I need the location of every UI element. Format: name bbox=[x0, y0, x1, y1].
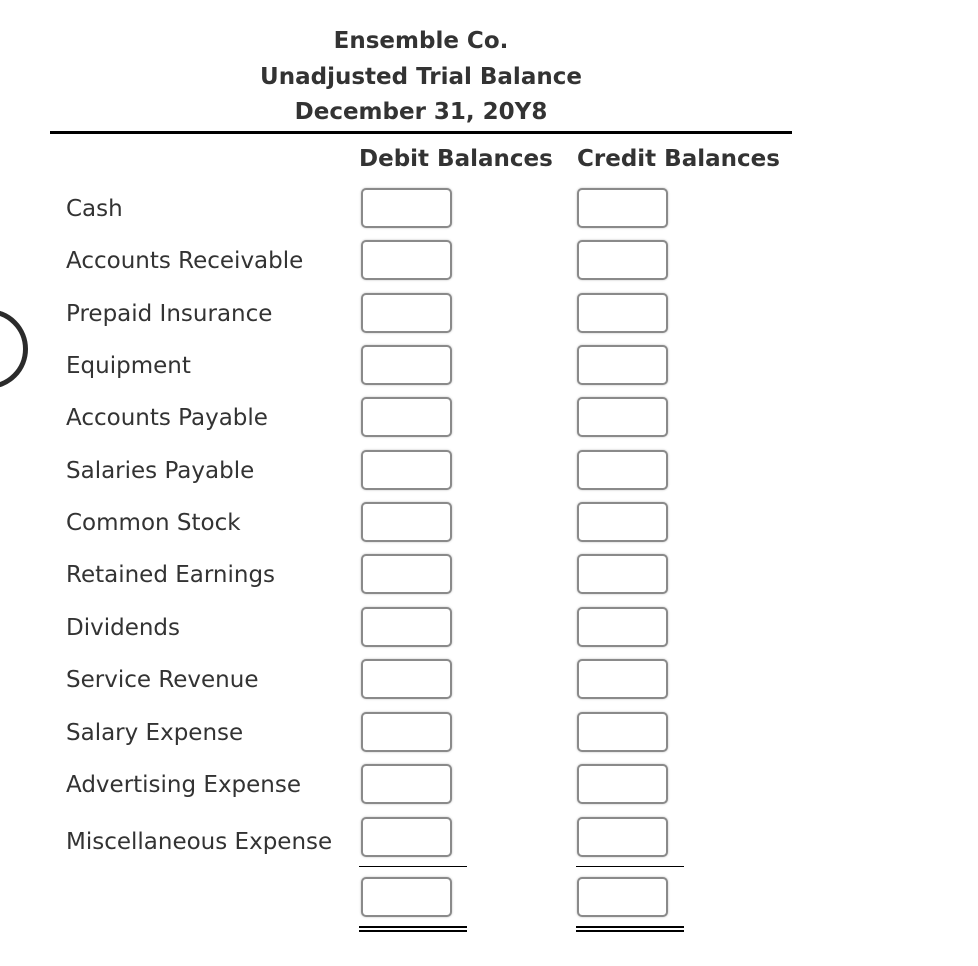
credit-input[interactable] bbox=[577, 659, 668, 699]
account-row bbox=[0, 240, 978, 284]
header-rule bbox=[50, 131, 792, 134]
account-row bbox=[0, 712, 978, 756]
account-row bbox=[0, 659, 978, 703]
credit-input[interactable] bbox=[577, 607, 668, 647]
account-label: Salaries Payable bbox=[66, 458, 255, 484]
account-row bbox=[0, 817, 978, 861]
account-label: Accounts Payable bbox=[66, 405, 268, 431]
credit-input[interactable] bbox=[577, 817, 668, 857]
account-label: Equipment bbox=[66, 353, 191, 379]
debit-input[interactable] bbox=[361, 607, 452, 647]
account-label: Cash bbox=[66, 196, 123, 222]
account-row bbox=[0, 397, 978, 441]
account-label: Common Stock bbox=[66, 510, 241, 536]
credit-input[interactable] bbox=[577, 293, 668, 333]
debit-input[interactable] bbox=[361, 817, 452, 857]
total-debit-input[interactable] bbox=[361, 877, 452, 917]
credit-input[interactable] bbox=[577, 397, 668, 437]
account-row bbox=[0, 293, 978, 337]
account-row bbox=[0, 345, 978, 389]
credit-input[interactable] bbox=[577, 764, 668, 804]
credit-subtotal-rule bbox=[576, 866, 684, 867]
account-label: Miscellaneous Expense bbox=[66, 829, 333, 855]
total-credit-input[interactable] bbox=[577, 877, 668, 917]
credit-input[interactable] bbox=[577, 188, 668, 228]
totals-row bbox=[0, 877, 978, 921]
debit-input[interactable] bbox=[361, 188, 452, 228]
debit-total-double-rule bbox=[359, 926, 467, 932]
account-label: Advertising Expense bbox=[66, 772, 302, 798]
credit-input[interactable] bbox=[577, 712, 668, 752]
account-label: Prepaid Insurance bbox=[66, 301, 273, 327]
debit-input[interactable] bbox=[361, 502, 452, 542]
debit-subtotal-rule bbox=[359, 866, 467, 867]
debit-input[interactable] bbox=[361, 450, 452, 490]
statement-title: Unadjusted Trial Balance bbox=[260, 64, 582, 90]
debit-input[interactable] bbox=[361, 764, 452, 804]
debit-input[interactable] bbox=[361, 293, 452, 333]
company-name: Ensemble Co. bbox=[333, 28, 509, 54]
credit-input[interactable] bbox=[577, 345, 668, 385]
statement-date: December 31, 20Y8 bbox=[294, 99, 548, 125]
credit-input[interactable] bbox=[577, 554, 668, 594]
debit-input[interactable] bbox=[361, 240, 452, 280]
account-row bbox=[0, 764, 978, 808]
account-row bbox=[0, 450, 978, 494]
account-label: Retained Earnings bbox=[66, 562, 276, 588]
account-label: Accounts Receivable bbox=[66, 248, 304, 274]
debit-input[interactable] bbox=[361, 554, 452, 594]
credit-input[interactable] bbox=[577, 450, 668, 490]
credit-input[interactable] bbox=[577, 240, 668, 280]
credit-column-header: Credit Balances bbox=[577, 146, 780, 172]
account-label: Salary Expense bbox=[66, 720, 244, 746]
account-row bbox=[0, 188, 978, 232]
debit-input[interactable] bbox=[361, 712, 452, 752]
debit-input[interactable] bbox=[361, 659, 452, 699]
account-row bbox=[0, 554, 978, 598]
account-row bbox=[0, 607, 978, 651]
account-label: Dividends bbox=[66, 615, 181, 641]
account-row bbox=[0, 502, 978, 546]
debit-column-header: Debit Balances bbox=[359, 146, 553, 172]
debit-input[interactable] bbox=[361, 397, 452, 437]
credit-input[interactable] bbox=[577, 502, 668, 542]
account-label: Service Revenue bbox=[66, 667, 259, 693]
debit-input[interactable] bbox=[361, 345, 452, 385]
credit-total-double-rule bbox=[576, 926, 684, 932]
